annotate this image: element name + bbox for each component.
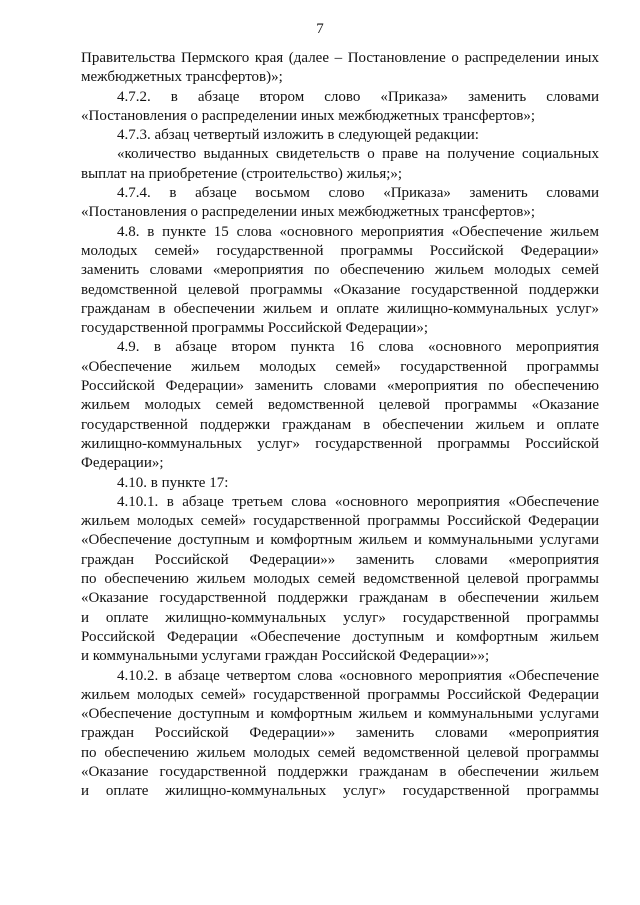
text-line: по обеспечению жильем молодых семей ведомственной целевой программы bbox=[81, 744, 599, 761]
text-line: «количество выданных свидетельств о праве на получение социальных bbox=[117, 146, 599, 163]
text-line: ведомственной целевой программы «Оказание государственной поддержки bbox=[81, 281, 599, 298]
text-line: граждан Российской Федерации»» заменить словами «мероприятия bbox=[81, 551, 599, 568]
paragraph bbox=[81, 223, 599, 339]
paragraph bbox=[81, 88, 599, 127]
text-line: заменить словами «мероприятия по обеспечению жильем молодых семей bbox=[81, 262, 599, 279]
text-line: 4.7.4. в абзаце восьмом слово «Приказа» заменить словами bbox=[117, 185, 599, 202]
text-line: «Обеспечение жильем молодых семей» государственной программы bbox=[81, 358, 599, 375]
paragraph bbox=[81, 184, 599, 223]
text-line: жилищно-коммунальных услуг» государственной программы Российской bbox=[81, 435, 599, 452]
paragraph bbox=[81, 338, 599, 473]
text-line: «Постановления о распределении иных межбюджетных трансфертов»; bbox=[81, 107, 536, 124]
paragraph bbox=[81, 474, 599, 493]
paragraph bbox=[81, 667, 599, 802]
text-line: 4.10.1. в абзаце третьем слова «основного мероприятия «Обеспечение bbox=[117, 493, 599, 510]
text-line: 4.9. в абзаце втором пункта 16 слова «основного мероприятия bbox=[117, 339, 599, 356]
paragraph bbox=[81, 126, 599, 145]
text-line: 4.8. в пункте 15 слова «основного мероприятия «Обеспечение жильем bbox=[117, 223, 599, 240]
text-line: жильем молодых семей ведомственной целевой программы «Оказание bbox=[81, 397, 599, 414]
paragraph bbox=[81, 493, 599, 667]
text-line: 4.10. в пункте 17: bbox=[117, 474, 229, 491]
text-line: «Постановления о распределении иных межбюджетных трансфертов»; bbox=[81, 204, 536, 221]
text-line: и оплате жилищно-коммунальных услуг» государственной программы bbox=[81, 783, 599, 800]
text-line: «Обеспечение доступным и комфортным жильем и коммунальными услугами bbox=[81, 532, 599, 549]
text-line: 4.10.2. в абзаце четвертом слова «основного мероприятия «Обеспечение bbox=[117, 667, 599, 684]
text-line: и оплате жилищно-коммунальных услуг» государственной программы bbox=[81, 609, 599, 626]
text-line: Российской Федерации» заменить словами «мероприятия по обеспечению bbox=[81, 378, 599, 395]
text-line: и коммунальными услугами граждан Российской Федерации»»; bbox=[81, 648, 490, 665]
text-line: граждан Российской Федерации»» заменить словами «мероприятия bbox=[81, 725, 599, 742]
text-line: молодых семей» государственной программы Российской Федерации» bbox=[81, 242, 599, 259]
text-line: «Обеспечение доступным и комфортным жильем и коммунальными услугами bbox=[81, 706, 599, 723]
text-line: жильем молодых семей» государственной программы Российской Федерации bbox=[81, 513, 599, 530]
paragraph bbox=[81, 145, 599, 184]
text-line: 4.7.3. абзац четвертый изложить в следующей редакции: bbox=[117, 127, 479, 144]
page-number: 7 bbox=[316, 21, 324, 37]
text-line: Правительства Пермского края (далее – Постановление о распределении иных bbox=[81, 50, 599, 66]
text-line: выплат на приобретение (строительство) жилья;»; bbox=[81, 165, 403, 182]
text-line: по обеспечению жильем молодых семей ведомственной целевой программы bbox=[81, 571, 599, 588]
text-line: государственной программы Российской Федерации»; bbox=[81, 320, 428, 337]
document-body bbox=[81, 49, 599, 802]
text-line: государственной поддержки гражданам в обеспечении жильем и оплате bbox=[81, 416, 599, 433]
text-line: жильем молодых семей» государственной программы Российской Федерации bbox=[81, 686, 599, 703]
text-line: межбюджетных трансфертов)»; bbox=[81, 69, 283, 86]
text-line: гражданам в обеспечении жильем и оплате жилищно-коммунальных услуг» bbox=[81, 300, 599, 317]
text-line: Федерации»; bbox=[81, 455, 164, 472]
text-line: 4.7.2. в абзаце втором слово «Приказа» заменить словами bbox=[117, 88, 599, 105]
text-line: «Оказание государственной поддержки гражданам в обеспечении жильем bbox=[81, 763, 599, 780]
text-line: Российской Федерации «Обеспечение доступным и комфортным жильем bbox=[81, 628, 599, 645]
text-line: «Оказание государственной поддержки гражданам в обеспечении жильем bbox=[81, 590, 599, 607]
paragraph bbox=[81, 49, 599, 88]
